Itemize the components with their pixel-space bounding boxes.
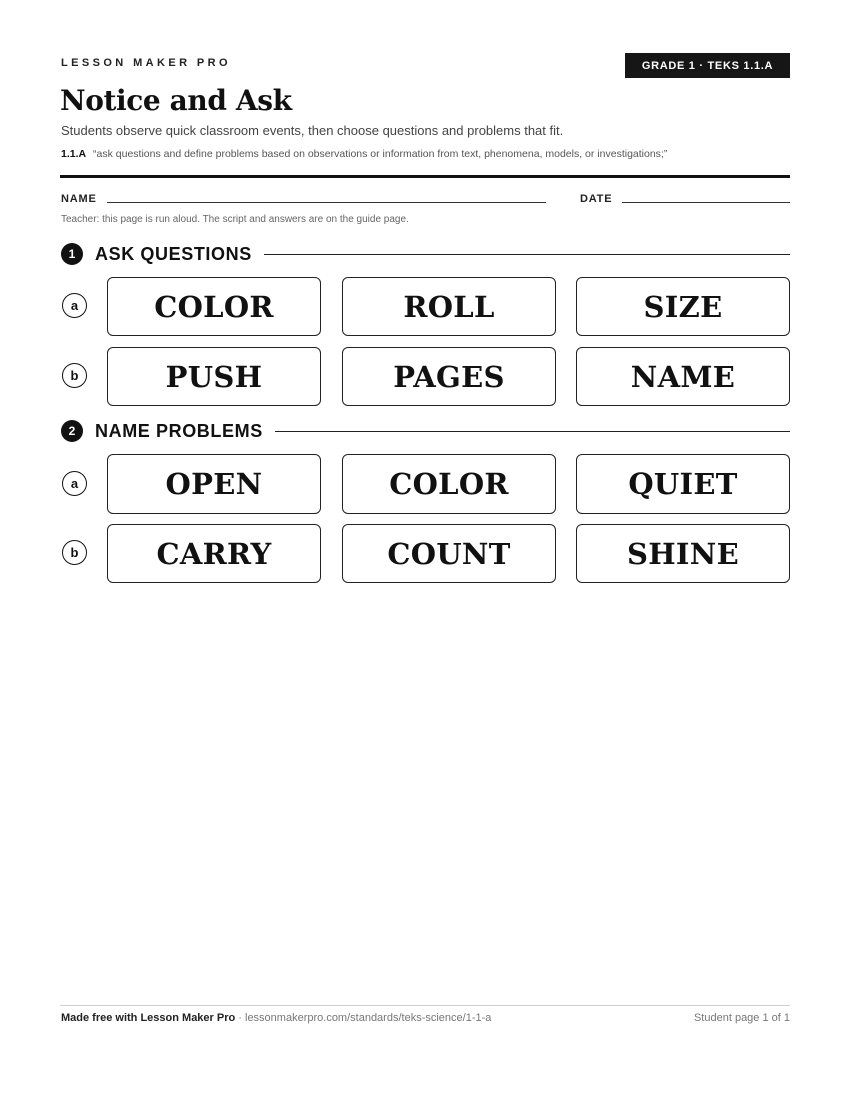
section-name-problems [61, 419, 790, 443]
word-card-push[interactable]: PUSH [107, 347, 321, 406]
worksheet-title: Notice and Ask [60, 84, 292, 117]
row-letter-a: a [62, 293, 87, 318]
name-label: NAME [61, 193, 97, 205]
word-card-quiet[interactable]: QUIET [576, 454, 790, 514]
section-title: NAME PROBLEMS [95, 420, 263, 441]
footer-made-with: Made free with Lesson Maker Pro [61, 1012, 236, 1024]
footer-separator: · [235, 1012, 245, 1024]
date-field[interactable] [622, 202, 790, 203]
word-card-shine[interactable]: SHINE [576, 524, 790, 583]
header-divider [60, 175, 790, 178]
word-card-name[interactable]: NAME [576, 347, 790, 406]
section-ask-questions [61, 242, 790, 266]
word-card-size[interactable]: SIZE [576, 277, 790, 336]
word-card-carry[interactable]: CARRY [107, 524, 321, 583]
word-card-open[interactable]: OPEN [107, 454, 321, 514]
section-number-badge: 2 [61, 420, 83, 442]
section-number-badge: 1 [61, 243, 83, 265]
word-card-count[interactable]: COUNT [342, 524, 556, 583]
row-letter-a: a [62, 471, 87, 496]
word-card-roll[interactable]: ROLL [342, 277, 556, 336]
teacher-note: Teacher: this page is run aloud. The script and answers are on the guide page. [61, 214, 409, 225]
date-label: DATE [580, 193, 613, 205]
word-card-pages[interactable]: PAGES [342, 347, 556, 406]
standard-line [61, 148, 667, 160]
section-divider [264, 254, 790, 255]
word-card-color[interactable]: COLOR [107, 277, 321, 336]
row-letter-b: b [62, 540, 87, 565]
footer-url[interactable]: lessonmakerpro.com/standards/teks-science/1-1-a [245, 1012, 492, 1024]
standard-text: “ask questions and define problems based on observations or information from text, phenomena, models, or investigations;” [93, 148, 668, 160]
worksheet-subtitle: Students observe quick classroom events, then choose questions and problems that fit. [61, 123, 564, 138]
word-card-color[interactable]: COLOR [342, 454, 556, 514]
footer-page-number: Student page 1 of 1 [693, 1012, 790, 1024]
standard-code: 1.1.A [61, 148, 87, 160]
section-title: ASK QUESTIONS [95, 243, 252, 264]
row-letter-b: b [62, 363, 87, 388]
grade-badge: GRADE 1 · TEKS 1.1.A [625, 53, 790, 78]
footer-credit [61, 1012, 491, 1024]
footer-divider [60, 1005, 790, 1006]
brand-name: LESSON MAKER PRO [61, 57, 231, 69]
section-divider [275, 431, 790, 432]
name-field[interactable] [107, 202, 546, 203]
